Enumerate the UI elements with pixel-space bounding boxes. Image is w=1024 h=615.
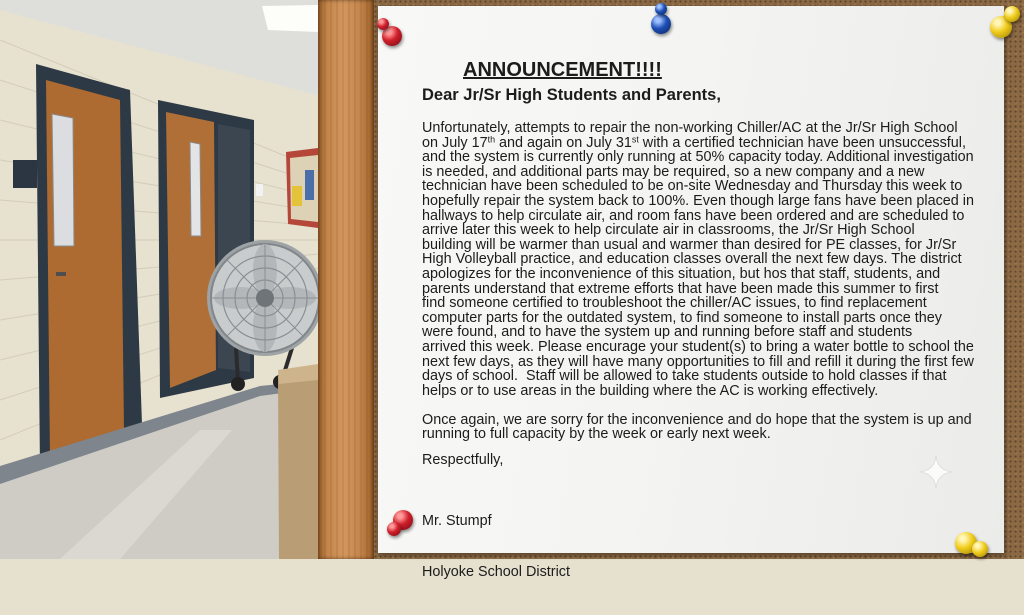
notice-line: High Volleyball practice, and education classes overall the next few days. The district (422, 251, 962, 268)
notice-line: helps or to use areas in the building where the AC is working effectively. (422, 382, 879, 399)
notice-closing: Respectfully, (422, 452, 504, 469)
notice-line: hallways to help circulate air, and room fans have been ordered and are scheduled to (422, 207, 965, 224)
notice-line: running to full capacity by the week or early next week. (422, 426, 771, 443)
door-handle (56, 272, 66, 276)
ordinal-suffix: th (487, 134, 496, 145)
line-segment: on July 17 (422, 134, 488, 151)
notice-line: and the system is currently only running at 50% capacity today. Additional investigation (422, 149, 974, 166)
notice-line: Unfortunately, attempts to repair the non-working Chiller/AC at the Jr/Sr High School (422, 120, 958, 136)
notice-line: parents understand that extreme efforts that have been made this summer to first (422, 280, 939, 297)
pushpin-icon (1004, 6, 1020, 22)
notice-greeting: Dear Jr/Sr High Students and Parents, (422, 86, 721, 104)
notice-line: find someone certified to troubleshoot the chiller/AC issues, to find replacement (422, 295, 927, 312)
notice-paragraph (422, 413, 974, 442)
notice-heading: ANNOUNCEMENT!!!! (463, 59, 662, 81)
ordinal-suffix: st (631, 134, 639, 145)
notice-paragraph (422, 121, 974, 398)
notice-line: Once again, we are sorry for the inconvenience and do hope that the system is up and (422, 411, 972, 428)
notice-line: hopefully repair the system back to 100%. Even though large fans have been placed in (422, 192, 974, 209)
notice-line: is needed, and additional parts may be required, so a new company and a new (422, 163, 925, 180)
wood-frame (318, 0, 374, 559)
hallway-background (0, 0, 320, 559)
signature-organization: Holyoke School District (422, 563, 570, 580)
line-segment: with a certified technician have been unsuccessful, (638, 134, 966, 151)
pushpin-icon (651, 14, 671, 34)
notice-line: computer parts for the outdated system, to find someone to install parts once they (422, 309, 942, 326)
notice-line: arrive later this week to help circulate air in classrooms, the Jr/Sr High School (422, 222, 915, 239)
bulletin-paper (292, 186, 302, 206)
ceiling-light (262, 5, 318, 32)
notice-line: next few days, as they will have many opportunities to fill and refill it during the first few (422, 353, 974, 370)
pushpin-icon (387, 522, 401, 536)
pushpin-icon (655, 3, 667, 15)
wall-mounted-box (278, 370, 318, 559)
notice-line: days of school. Staff will be allowed to take students outside to hold classes if that (422, 368, 947, 385)
notice-line: apologizes for the inconvenience of this situation, but hos that staff, students, and (422, 265, 941, 282)
signature-name: Mr. Stumpf (422, 512, 492, 529)
sparkle-icon (920, 456, 952, 488)
signature-block (422, 479, 974, 615)
notice-text (422, 121, 974, 615)
notice-line: technician have been scheduled to be on-site Wednesday and Thursday this week to (422, 178, 963, 195)
notice-line (422, 136, 974, 151)
pushpin-icon (377, 18, 389, 30)
notice-paper (378, 6, 1004, 580)
notice-line: arrived this week. Please encurage your student(s) to bring a water bottle to school the (422, 338, 974, 355)
wall-sign (13, 160, 37, 188)
notice-body (422, 121, 974, 442)
wall-switch (256, 184, 263, 196)
line-segment: and again on July 31 (495, 134, 632, 151)
door-window (52, 114, 74, 246)
door-window (190, 142, 201, 236)
notice-line: were found, and to have the system up and running before staff and students (422, 324, 913, 341)
notice-line: building will be warmer than usual and warmer than desired for PE classes, for Jr/Sr (422, 236, 957, 253)
pushpin-icon (972, 541, 988, 557)
bulletin-paper (305, 170, 314, 200)
